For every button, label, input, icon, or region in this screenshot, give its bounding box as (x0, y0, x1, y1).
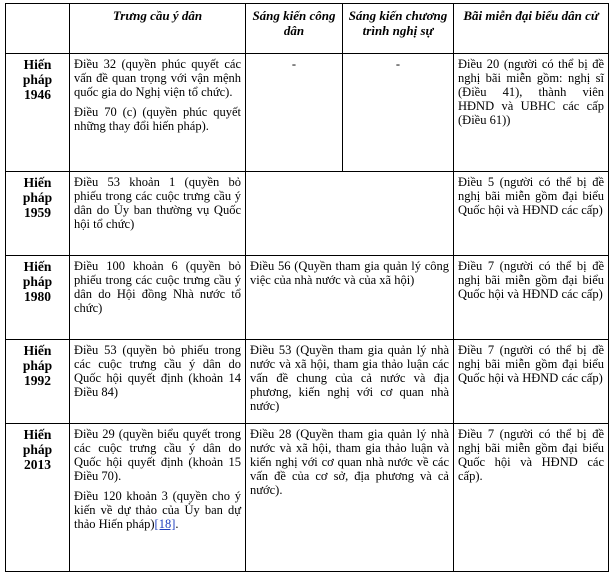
initiative-cell (246, 424, 454, 572)
row-label: Hiến pháp 2013 (6, 424, 70, 572)
initiative-cell (246, 256, 454, 340)
recall-cell (454, 256, 609, 340)
referendum-cell (70, 424, 246, 572)
row-label: Hiến pháp 1946 (6, 54, 70, 172)
referendum-text: Điều 100 khoản 6 (quyền bỏ phiếu trong các cuộc trưng cầu ý dân do Hội đồng Nhà nước tổ chức) (74, 259, 241, 315)
row-label: Hiến pháp 1980 (6, 256, 70, 340)
agenda-initiative-cell: - (343, 54, 454, 172)
initiative-text: Điều 28 (Quyền tham gia quản lý nhà nước và xã hội, tham gia thảo luận và kiến nghị với cơ quan nhà nước về các vấn đề của cơ sở, địa phương và cả nước). (250, 427, 449, 497)
referendum-cell (70, 256, 246, 340)
table-row-1980 (6, 256, 609, 340)
header-empty (6, 4, 70, 54)
referendum-cell (70, 340, 246, 424)
initiative-cell (246, 340, 454, 424)
table-row-1959 (6, 172, 609, 256)
recall-cell (454, 172, 609, 256)
constitution-comparison-table (5, 3, 609, 572)
recall-text: Điều 7 (người có thể bị đề nghị bãi miễn gồm đại biểu Quốc hội và HĐND các cấp) (458, 259, 604, 301)
referendum-cell (70, 172, 246, 256)
referendum-text: Điều 120 khoản 3 (quyền cho ý kiến về dự thảo của Ủy ban dự thảo Hiến pháp) (74, 489, 241, 531)
citizen-initiative-cell: - (246, 54, 343, 172)
header-recall: Bãi miễn đại biểu dân cử (454, 4, 609, 54)
table-row-1992 (6, 340, 609, 424)
referendum-tail: . (175, 517, 179, 531)
referendum-text: Điều 53 (quyền bỏ phiếu trong các cuộc trưng cầu ý dân do Quốc hội quyết định (khoản 14 Điều 84) (74, 343, 241, 399)
initiative-text: Điều 56 (Quyền tham gia quản lý công việc của nhà nước và của xã hội) (250, 259, 449, 287)
header-referendum: Trưng cầu ý dân (70, 4, 246, 54)
recall-cell (454, 54, 609, 172)
header-agenda-initiative: Sáng kiến chương trình nghị sự (343, 4, 454, 54)
recall-text: Điều 20 (người có thể bị đề nghị bãi miễn gồm: nghị sĩ (Điều 41), thành viên HĐND và UBHC các cấp (Điều 61)) (458, 57, 604, 127)
referendum-text-last (74, 489, 241, 531)
initiative-text: Điều 53 (Quyền tham gia quản lý nhà nước và xã hội, tham gia thảo luận các vấn đề chung của cả nước và địa phương, kiến nghị với cơ quan nhà nước) (250, 343, 449, 413)
referendum-text: Điều 29 (quyền biểu quyết trong các cuộc trưng cầu ý dân do Quốc hội quyết định (khoản 15 Điều 70). (74, 427, 241, 483)
recall-text: Điều 5 (người có thể bị đề nghị bãi miễn gồm đại biểu Quốc hội và HĐND các cấp) (458, 175, 604, 217)
header-citizen-initiative: Sáng kiến công dân (246, 4, 343, 54)
referendum-text: Điều 70 (c) (quyền phúc quyết những thay đổi hiến pháp). (74, 105, 241, 133)
footnote-link[interactable]: [18] (154, 517, 176, 531)
table-row-2013 (6, 424, 609, 572)
referendum-cell (70, 54, 246, 172)
recall-text: Điều 7 (người có thể bị đề nghị bãi miễn gồm đại biểu Quốc hội và HĐND các cấp). (458, 427, 604, 483)
recall-cell (454, 340, 609, 424)
initiative-cell (246, 172, 454, 256)
table-row-1946 (6, 54, 609, 172)
recall-text: Điều 7 (người có thể bị đề nghị bãi miễn gồm đại biểu Quốc hội và HĐND các cấp) (458, 343, 604, 385)
row-label: Hiến pháp 1959 (6, 172, 70, 256)
row-label: Hiến pháp 1992 (6, 340, 70, 424)
header-row (6, 4, 609, 54)
referendum-text: Điều 32 (quyền phúc quyết các vấn đề quan trọng với vận mệnh quốc gia do Nghị viện tổ chức). (74, 57, 241, 99)
recall-cell (454, 424, 609, 572)
referendum-text: Điều 53 khoản 1 (quyền bỏ phiếu trong các cuộc trưng cầu ý dân do Ủy ban thường vụ Quốc hội tổ chức) (74, 175, 241, 231)
